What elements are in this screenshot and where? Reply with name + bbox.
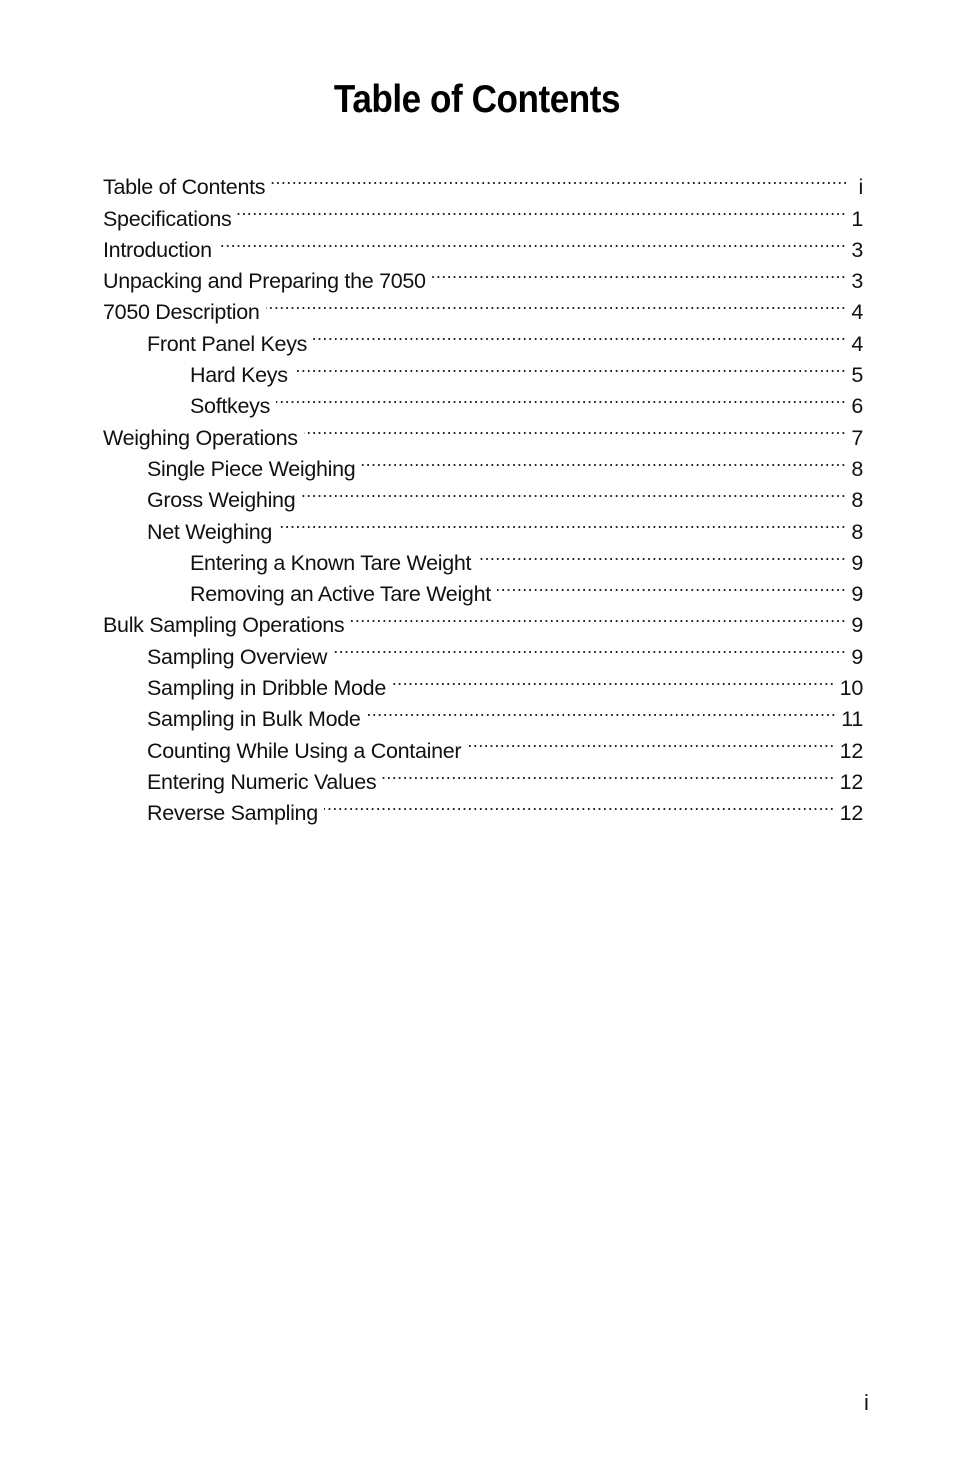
toc-dot-leader [477, 539, 846, 570]
toc-dot-leader [367, 695, 837, 726]
toc-entry-title: Reverse Sampling [147, 801, 318, 826]
toc-entry-page: 8 [851, 488, 863, 513]
toc-entry-title: Gross Weighing [147, 488, 296, 513]
toc-entry-title: Unpacking and Preparing the 7050 [103, 269, 426, 294]
page-number: i [864, 1390, 869, 1415]
toc-dot-leader [266, 288, 847, 319]
toc-entry-title: Entering a Known Tare Weight [190, 550, 472, 575]
toc-dot-leader [392, 664, 835, 695]
toc-entry-title: Hard Keys [190, 363, 288, 388]
page-title: Table of Contents [333, 78, 621, 121]
toc-entry-title: Single Piece Weighing [147, 456, 356, 481]
toc-entry-page: 9 [851, 582, 863, 607]
toc-entry-page: 6 [851, 394, 863, 419]
toc-entry-title: Softkeys [190, 394, 271, 419]
toc-entry-page: 3 [851, 269, 863, 294]
toc-entry-page: 11 [841, 707, 863, 732]
toc-entry-page: 3 [851, 237, 863, 262]
toc-dot-leader [382, 758, 834, 789]
toc-entry-page: 1 [851, 206, 863, 231]
toc-entry-page: 4 [851, 300, 863, 325]
toc-dot-leader [271, 163, 848, 194]
toc-entry-page: 12 [839, 801, 863, 826]
toc-entry[interactable] [103, 163, 863, 200]
toc-dot-leader [467, 726, 834, 757]
toc-dot-leader [294, 351, 847, 382]
toc-dot-leader [313, 319, 846, 350]
toc-entry-page: 10 [839, 676, 863, 701]
toc-entry-page: 4 [851, 331, 863, 356]
toc-entry-page: 9 [851, 644, 863, 669]
toc-entry-title: Entering Numeric Values [147, 769, 377, 794]
toc-entry-page: 9 [851, 550, 863, 575]
toc-entry-title: Sampling in Bulk Mode [147, 707, 361, 732]
toc-dot-leader [324, 789, 835, 820]
toc-dot-leader [350, 601, 846, 632]
toc-entry-page: 5 [851, 363, 863, 388]
toc-entry-title: Front Panel Keys [147, 331, 308, 356]
toc-entry-title: Introduction [103, 237, 212, 262]
toc-entry-title: Counting While Using a Container [147, 738, 462, 763]
toc-dot-leader [361, 445, 846, 476]
toc-entry-title: 7050 Description [103, 300, 260, 325]
toc-dot-leader [304, 413, 847, 444]
toc-dot-leader [237, 194, 846, 225]
toc-entry-page: i [858, 175, 863, 200]
table-of-contents [103, 163, 863, 826]
toc-entry-title: Net Weighing [147, 519, 273, 544]
toc-entry-page: 12 [839, 769, 863, 794]
toc-dot-leader [301, 476, 846, 507]
toc-entry-title: Table of Contents [103, 175, 266, 200]
toc-dot-leader [278, 507, 846, 538]
toc-entry-page: 7 [851, 425, 863, 450]
toc-dot-leader [432, 257, 847, 288]
toc-dot-leader [218, 226, 847, 257]
toc-entry-page: 8 [851, 456, 863, 481]
toc-entry-title: Sampling Overview [147, 644, 328, 669]
toc-entry-title: Bulk Sampling Operations [103, 613, 345, 638]
toc-entry-title: Sampling in Dribble Mode [147, 676, 386, 701]
toc-entry-title: Specifications [103, 206, 232, 231]
toc-dot-leader [497, 570, 846, 601]
toc-dot-leader [276, 382, 846, 413]
toc-entry-page: 12 [839, 738, 863, 763]
toc-entry[interactable] [103, 226, 863, 262]
toc-entry-page: 9 [851, 613, 863, 638]
toc-entry-page: 8 [851, 519, 863, 544]
toc-entry-title: Removing an Active Tare Weight [190, 582, 491, 607]
toc-entry-title: Weighing Operations [103, 425, 298, 450]
toc-dot-leader [333, 632, 846, 663]
